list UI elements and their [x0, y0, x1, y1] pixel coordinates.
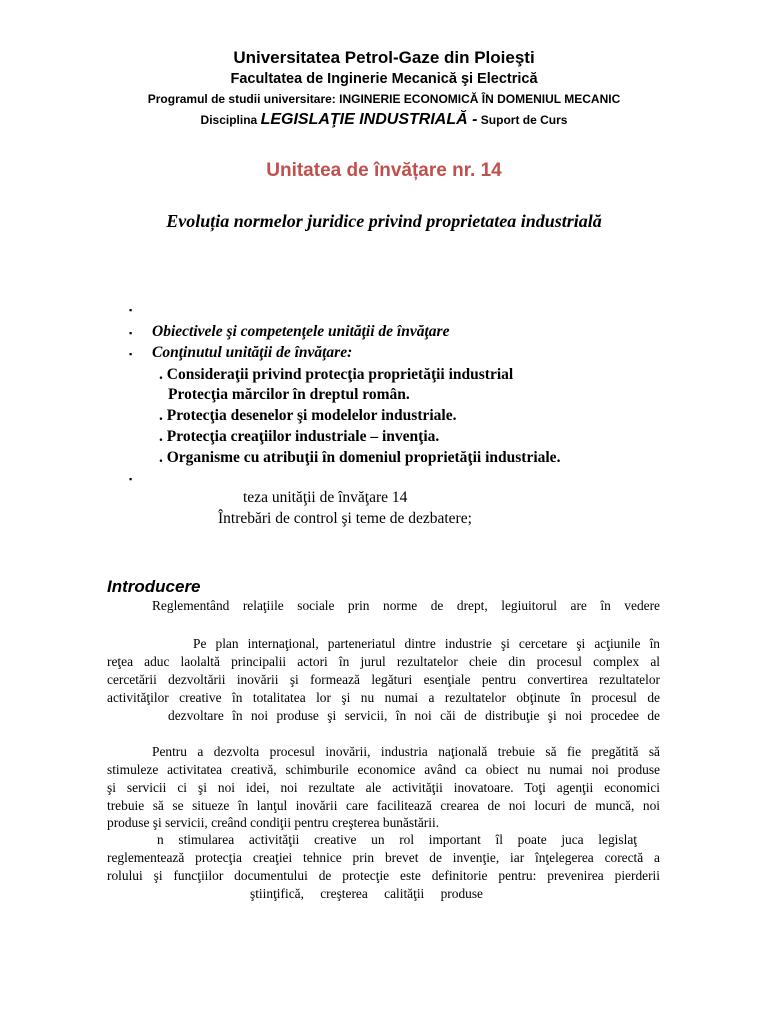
objectives-item: Obiectivele şi competenţele unităţii de învăţare [152, 323, 450, 340]
paragraph-line: ştiinţifică, creşterea calităţii produse [250, 886, 483, 901]
paragraph-line: Pentru a dezvolta procesul inovării, industria naţională trebuie să fie pregătită să [152, 744, 660, 759]
content-item: . Protecţia desenelor şi modelelor industriale. [159, 407, 457, 424]
discipline-name: LEGISLAŢIE INDUSTRIALĂ - [260, 111, 478, 128]
bullet-marker: ▪ [129, 305, 133, 315]
paragraph-line: activităţilor creative în totalitatea lor şi nu numai a rezultatelor obţinute în procesul de [107, 690, 660, 705]
paragraph-line: cercetării dezvoltării inovării şi formează legături esenţiale pentru convertirea rezultatelor [107, 672, 660, 687]
content-item: . Organisme cu atribuţii în domeniul proprietăţii industriale. [159, 449, 561, 466]
faculty-name: Facultatea de Inginerie Mecanică şi Electrică [230, 71, 538, 87]
study-program: Programul de studii universitare: INGINERIE ECONOMICĂ ÎN DOMENIUL MECANIC [147, 92, 621, 106]
paragraph-line: n stimularea activităţii creative un rol important îl poate juca legislaţ [157, 832, 637, 847]
paragraph-line: reţea aduc laolaltă principalii actori în jurul rezultatelor cheie din procesul complex al [107, 654, 660, 669]
paragraph-line: produse şi servicii, creând condiţii pentru creşterea bunăstării. [107, 815, 440, 830]
unit-title: Unitatea de învățare nr. 14 [266, 160, 502, 181]
discipline-line [0, 111, 768, 129]
paragraph-line: rolului şi funcţiilor documentului de protecţie este definitorie pentru: prevenirea pierderii [107, 868, 660, 883]
questions-item: Întrebări de control şi teme de dezbatere; [218, 510, 472, 527]
paragraph-line: reglementează protecţia creaţiei tehnice prin brevet de invenţie, iar înţelegerea corectă a [107, 850, 660, 865]
paragraph-line: dezvoltare în noi produse şi servicii, în noi căi de distribuţie şi noi procedee de [168, 708, 660, 723]
content-heading: Conţinutul unităţii de învăţare: [152, 344, 353, 361]
paragraph-line: şi servicii ci şi noi idei, noi rezultate ale activităţii inovatoare. Toţi agenţii economici [107, 780, 660, 795]
content-item: . Consideraţii privind protecţia proprietăţii industrial [159, 366, 514, 383]
paragraph-line: stimuleze activitatea creativă, schimburile economice având ca obiect nu numai noi produse [107, 762, 660, 777]
university-name: Universitatea Petrol-Gaze din Ploieşti [233, 48, 535, 67]
discipline-suffix: Suport de Curs [480, 113, 568, 127]
bullet-marker: ▪ [129, 474, 133, 484]
introduction-heading: Introducere [107, 577, 201, 596]
content-item: . Protecţia creaţiilor industriale – invenţia. [159, 428, 440, 445]
intro-paragraph-line: Reglementând relaţiile sociale prin norme de drept, legiuitorul are în vedere [152, 598, 660, 613]
paragraph-line: trebuie să se situeze în lanţul inovării care facilitează crearea de noi locuri de muncă, noi [107, 798, 660, 813]
discipline-prefix: Disciplina [200, 113, 258, 127]
paragraph-line: Pe plan internaţional, parteneriatul dintre industrie şi cercetare şi acţiunile în [193, 636, 660, 651]
synthesis-item: teza unităţii de învăţare 14 [243, 489, 408, 506]
bullet-marker: ▪ [129, 328, 133, 338]
bullet-marker: ▪ [129, 349, 133, 359]
unit-subtitle: Evoluția normelor juridice privind proprietatea industrială [166, 211, 602, 231]
content-item: Protecţia mărcilor în dreptul român. [168, 386, 410, 403]
